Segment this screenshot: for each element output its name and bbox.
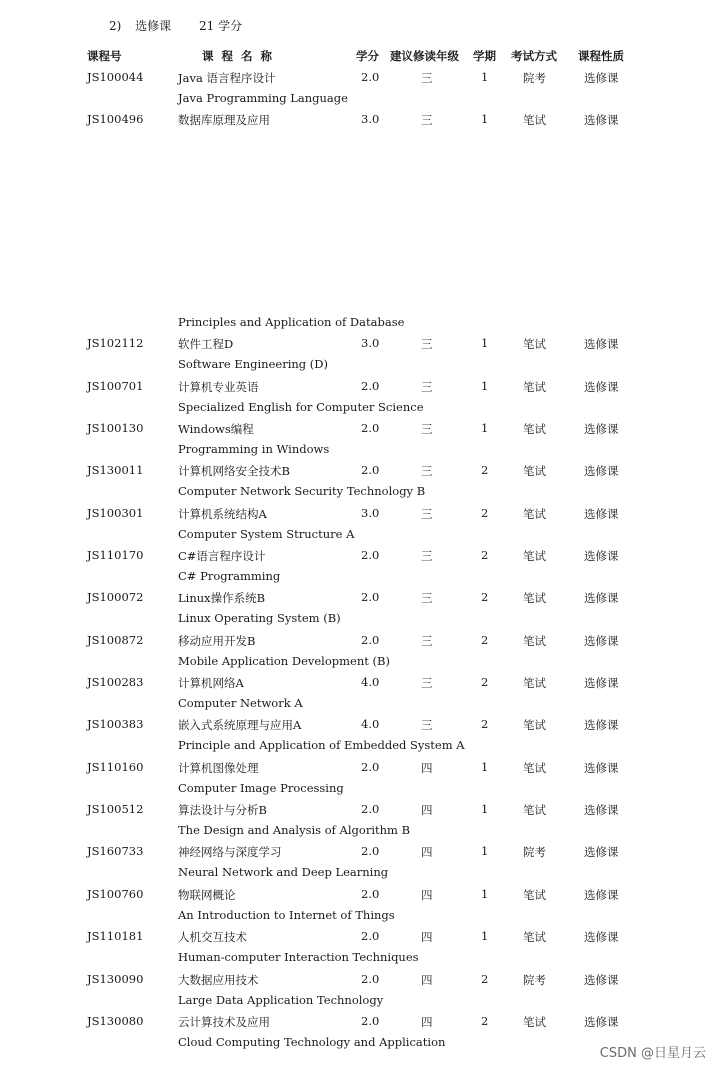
table-row (0, 675, 720, 715)
course-code: JS100383 (87, 717, 144, 731)
course-name: 计算机系统结构A (178, 507, 267, 521)
course-term: 1 (481, 929, 489, 943)
course-name-english: The Design and Analysis of Algorithm B (178, 823, 411, 837)
course-grade: 三 (421, 718, 433, 732)
course-term: 1 (481, 112, 489, 126)
course-exam: 笔试 (523, 718, 546, 732)
course-term: 2 (481, 633, 489, 647)
course-name-english: Computer Network Security Technology B (178, 484, 426, 498)
course-type: 选修课 (584, 380, 619, 394)
table-row (0, 887, 720, 927)
header-credit: 学分 (356, 49, 379, 63)
header-grade: 建议修读年级 (390, 49, 459, 63)
course-name-english: Programming in Windows (178, 442, 330, 456)
course-exam: 笔试 (523, 380, 546, 394)
table-row (0, 633, 720, 673)
course-code: JS100760 (87, 887, 144, 901)
table-row (0, 463, 720, 503)
course-exam: 笔试 (523, 113, 546, 127)
course-name-english: Large Data Application Technology (178, 993, 384, 1007)
course-code: JS160733 (87, 844, 144, 858)
course-code: JS130090 (87, 972, 144, 986)
course-grade: 四 (421, 973, 433, 987)
watermark: CSDN @日星月云 (599, 1046, 706, 1061)
course-exam: 笔试 (523, 549, 546, 563)
course-name: 算法设计与分析B (178, 803, 267, 817)
course-exam: 院考 (523, 973, 546, 987)
course-name: 人机交互技术 (178, 930, 247, 944)
course-type: 选修课 (584, 845, 619, 859)
course-credit: 2.0 (361, 421, 380, 435)
course-term: 2 (481, 548, 489, 562)
course-name-english: Computer System Structure A (178, 527, 355, 541)
course-name-english: Computer Network A (178, 696, 303, 710)
course-name: 物联网概论 (178, 888, 236, 902)
course-type: 选修课 (584, 761, 619, 775)
table-row (0, 336, 720, 376)
course-grade: 三 (421, 113, 433, 127)
course-exam: 笔试 (523, 464, 546, 478)
course-type: 选修课 (584, 973, 619, 987)
course-type: 选修课 (584, 888, 619, 902)
course-code: JS102112 (87, 336, 144, 350)
course-name-english: Linux Operating System (B) (178, 611, 341, 625)
course-name-english: Neural Network and Deep Learning (178, 865, 389, 879)
course-type: 选修课 (584, 676, 619, 690)
course-name: 嵌入式系统原理与应用A (178, 718, 302, 732)
course-name-english: An Introduction to Internet of Things (178, 908, 395, 922)
course-code: JS130080 (87, 1014, 144, 1028)
table-row (0, 929, 720, 969)
course-name: 大数据应用技术 (178, 973, 259, 987)
course-exam: 院考 (523, 845, 546, 859)
course-name-english: C# Programming (178, 569, 281, 583)
course-term: 2 (481, 717, 489, 731)
section-credits: 21 学分 (199, 19, 243, 33)
course-grade: 三 (421, 380, 433, 394)
course-name-english: Mobile Application Development (B) (178, 654, 390, 668)
course-term: 1 (481, 887, 489, 901)
course-grade: 四 (421, 845, 433, 859)
course-credit: 3.0 (361, 112, 380, 126)
course-exam: 笔试 (523, 676, 546, 690)
course-name: 计算机网络A (178, 676, 244, 690)
course-type: 选修课 (584, 549, 619, 563)
course-grade: 三 (421, 549, 433, 563)
course-name-english: Cloud Computing Technology and Application (178, 1035, 446, 1049)
course-credit: 2.0 (361, 548, 380, 562)
course-code: JS100301 (87, 506, 144, 520)
course-grade: 四 (421, 930, 433, 944)
header-type: 课程性质 (578, 49, 624, 63)
table-row (0, 717, 720, 757)
course-name: C#语言程序设计 (178, 549, 266, 563)
course-code: JS110160 (87, 760, 144, 774)
course-credit: 4.0 (361, 675, 380, 689)
course-credit: 2.0 (361, 633, 380, 647)
course-type: 选修课 (584, 507, 619, 521)
course-code: JS100496 (87, 112, 144, 126)
course-exam: 院考 (523, 71, 546, 85)
course-name: 软件工程D (178, 337, 234, 351)
course-type: 选修课 (584, 113, 619, 127)
course-name: 计算机网络安全技术B (178, 464, 290, 478)
course-name-english: Specialized English for Computer Science (178, 400, 424, 414)
course-exam: 笔试 (523, 337, 546, 351)
course-exam: 笔试 (523, 422, 546, 436)
course-name-english: Java Programming Language (178, 91, 348, 105)
table-row (0, 972, 720, 1012)
course-credit: 3.0 (361, 336, 380, 350)
course-term: 1 (481, 379, 489, 393)
course-name: 计算机图像处理 (178, 761, 259, 775)
header-name: 课 程 名 称 (202, 49, 275, 63)
course-term: 1 (481, 70, 489, 84)
course-term: 2 (481, 463, 489, 477)
course-credit: 2.0 (361, 760, 380, 774)
course-credit: 4.0 (361, 717, 380, 731)
course-term: 2 (481, 1014, 489, 1028)
course-term: 1 (481, 760, 489, 774)
course-term: 1 (481, 802, 489, 816)
course-exam: 笔试 (523, 591, 546, 605)
course-credit: 2.0 (361, 802, 380, 816)
course-credit: 2.0 (361, 1014, 380, 1028)
course-code: JS100044 (87, 70, 144, 84)
course-type: 选修课 (584, 1015, 619, 1029)
course-type: 选修课 (584, 464, 619, 478)
section-number: 2) (109, 19, 122, 33)
course-type: 选修课 (584, 337, 619, 351)
course-code: JS100701 (87, 379, 144, 393)
course-name: 云计算技术及应用 (178, 1015, 270, 1029)
table-row (0, 70, 720, 110)
course-code: JS100512 (87, 802, 144, 816)
course-name: 移动应用开发B (178, 634, 256, 648)
course-code: JS110181 (87, 929, 144, 943)
course-grade: 三 (421, 71, 433, 85)
table-header (0, 48, 720, 64)
course-name: 数据库原理及应用 (178, 113, 270, 127)
section-heading (109, 17, 242, 34)
course-term: 2 (481, 590, 489, 604)
course-credit: 2.0 (361, 972, 380, 986)
table-row (0, 590, 720, 630)
course-name: Linux操作系统B (178, 591, 266, 605)
table-row (0, 379, 720, 419)
course-exam: 笔试 (523, 803, 546, 817)
course-credit: 2.0 (361, 379, 380, 393)
course-name-english: Software Engineering (D) (178, 357, 328, 371)
course-grade: 三 (421, 634, 433, 648)
table-row (0, 760, 720, 800)
course-exam: 笔试 (523, 930, 546, 944)
course-credit: 2.0 (361, 590, 380, 604)
course-credit: 2.0 (361, 844, 380, 858)
course-exam: 笔试 (523, 1015, 546, 1029)
course-grade: 四 (421, 888, 433, 902)
course-grade: 三 (421, 337, 433, 351)
course-name-english: Human-computer Interaction Techniques (178, 950, 419, 964)
course-term: 2 (481, 972, 489, 986)
course-credit: 2.0 (361, 70, 380, 84)
course-type: 选修课 (584, 930, 619, 944)
course-name-english: Computer Image Processing (178, 781, 344, 795)
table-row (0, 802, 720, 842)
table-row (0, 548, 720, 588)
course-name: Windows编程 (178, 422, 254, 436)
header-term: 学期 (473, 49, 496, 63)
section-title: 选修课 (135, 19, 172, 33)
course-type: 选修课 (584, 718, 619, 732)
course-name-english: Principles and Application of Database (178, 315, 405, 329)
course-name: 神经网络与深度学习 (178, 845, 282, 859)
course-exam: 笔试 (523, 507, 546, 521)
course-name-english: Principle and Application of Embedded System A (178, 738, 465, 752)
course-term: 1 (481, 844, 489, 858)
course-grade: 三 (421, 422, 433, 436)
course-exam: 笔试 (523, 761, 546, 775)
course-code: JS100283 (87, 675, 144, 689)
course-code: JS100872 (87, 633, 144, 647)
course-grade: 三 (421, 507, 433, 521)
course-grade: 四 (421, 803, 433, 817)
table-row (0, 506, 720, 546)
course-grade: 三 (421, 591, 433, 605)
course-type: 选修课 (584, 591, 619, 605)
course-term: 1 (481, 336, 489, 350)
course-credit: 2.0 (361, 887, 380, 901)
header-exam: 考试方式 (511, 49, 557, 63)
course-credit: 3.0 (361, 506, 380, 520)
course-term: 2 (481, 675, 489, 689)
course-name: Java 语言程序设计 (178, 71, 276, 85)
course-code: JS100130 (87, 421, 144, 435)
course-credit: 2.0 (361, 929, 380, 943)
course-type: 选修课 (584, 803, 619, 817)
header-code: 课程号 (87, 49, 122, 63)
course-exam: 笔试 (523, 634, 546, 648)
table-row (0, 112, 720, 329)
course-type: 选修课 (584, 71, 619, 85)
course-type: 选修课 (584, 422, 619, 436)
course-code: JS130011 (87, 463, 144, 477)
course-code: JS110170 (87, 548, 144, 562)
course-grade: 四 (421, 1015, 433, 1029)
course-code: JS100072 (87, 590, 144, 604)
table-row (0, 421, 720, 461)
table-row (0, 844, 720, 884)
course-type: 选修课 (584, 634, 619, 648)
course-name: 计算机专业英语 (178, 380, 259, 394)
course-credit: 2.0 (361, 463, 380, 477)
course-exam: 笔试 (523, 888, 546, 902)
course-term: 2 (481, 506, 489, 520)
course-grade: 三 (421, 464, 433, 478)
course-term: 1 (481, 421, 489, 435)
course-grade: 四 (421, 761, 433, 775)
course-grade: 三 (421, 676, 433, 690)
